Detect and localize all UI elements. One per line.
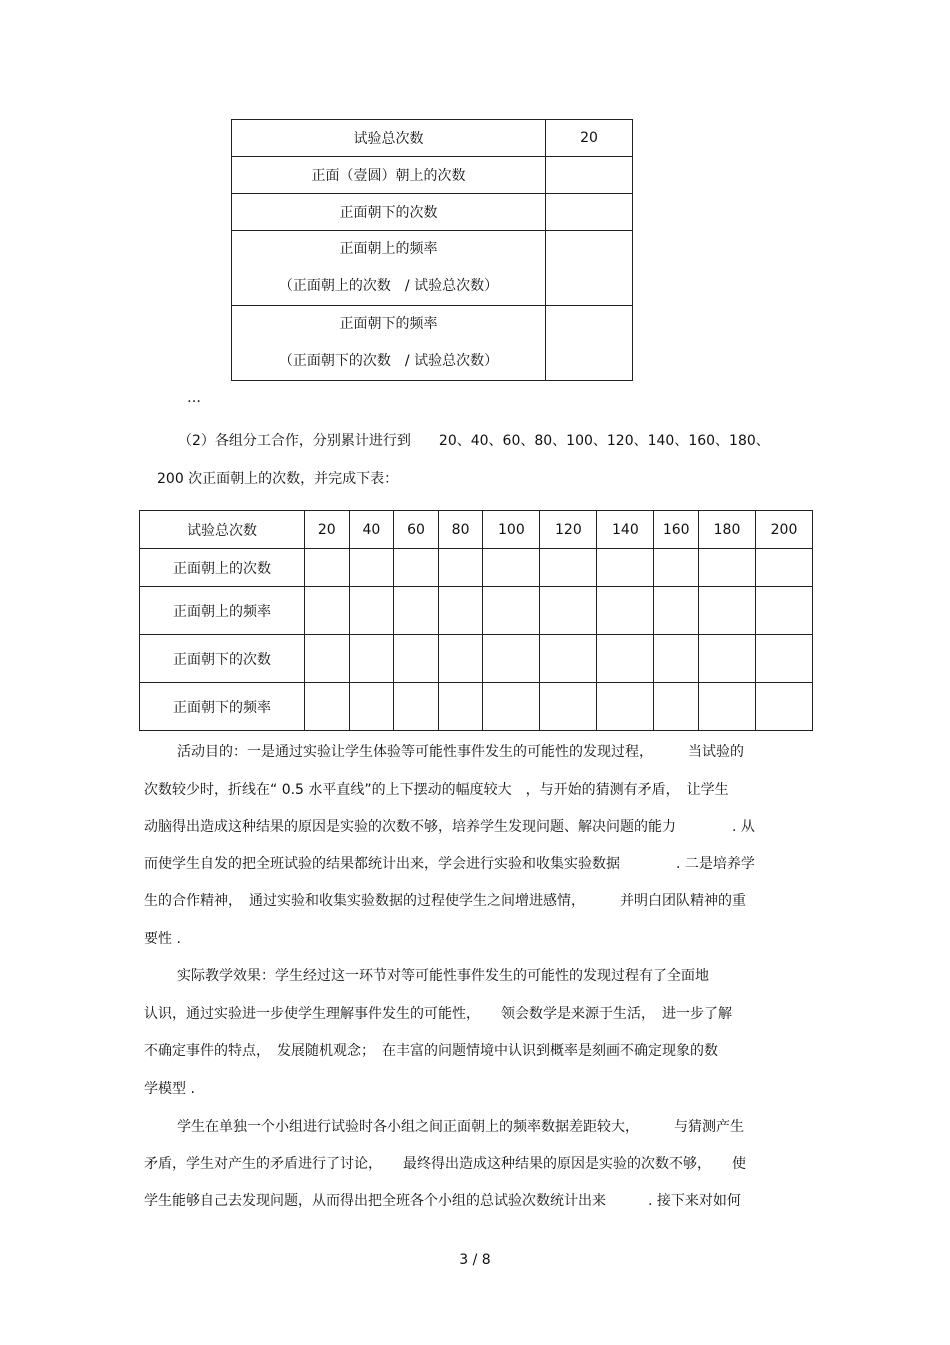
t2-count-20: 20 <box>305 511 350 549</box>
t2-row-heads-down-count <box>140 635 813 683</box>
t1-value-total: 20 <box>546 120 633 157</box>
p2-line-3: 不确定事件的特点， 发展随机观念； 在丰富的问题情境中认识到概率是刻画不确定现象的数 <box>144 1043 718 1059</box>
t1-freq-up-line1: 正面朝上的频率 <box>339 241 438 257</box>
t1-label-heads-down: 正面朝下的次数 <box>232 194 546 231</box>
t2-row-label: 正面朝下的次数 <box>140 635 305 683</box>
t2-row-label: 正面朝上的次数 <box>140 549 305 587</box>
t1-label-total: 试验总次数 <box>232 120 546 157</box>
ellipsis: … <box>187 390 201 406</box>
p2-line-1: 实际教学效果：学生经过这一环节对等可能性事件发生的可能性的发现过程有了全面地 <box>177 968 709 984</box>
t2-row-heads-down-freq <box>140 683 813 731</box>
t1-value-freq-down <box>546 306 633 381</box>
t2-count-60: 60 <box>394 511 439 549</box>
page-number: 3 / 8 <box>459 1252 491 1268</box>
t2-row-heads-up-count <box>140 549 813 587</box>
experiment-table-1 <box>231 119 633 381</box>
p1-line-2: 次数较少时，折线在“ 0.5 水平直线”的上下摆动的幅度较大 ，与开始的猜测有矛盾， 让学生 <box>144 782 729 798</box>
t2-count-180: 180 <box>699 511 756 549</box>
p1-line-6: 要性 . <box>144 931 181 947</box>
t2-header-label: 试验总次数 <box>140 511 305 549</box>
t1-freq-down-line2: （正面朝下的次数 / 试验总次数） <box>278 353 499 369</box>
t2-row-label: 正面朝下的频率 <box>140 683 305 731</box>
p2-line-4: 学模型 . <box>144 1081 195 1097</box>
t1-freq-up-line2: （正面朝上的次数 / 试验总次数） <box>278 278 499 294</box>
p3-line-3: 学生能够自己去发现问题，从而得出把全班各个小组的总试验次数统计出来 . 接下来对如何 <box>144 1193 741 1209</box>
t2-count-40: 40 <box>349 511 394 549</box>
t1-value-heads-down <box>546 194 633 231</box>
p1-line-5: 生的合作精神， 通过实验和收集实验数据的过程使学生之间增进感情， 并明白团队精神的重 <box>144 893 746 909</box>
p1-line-1: 活动目的：一是通过实验让学生体验等可能性事件发生的可能性的发现过程， 当试验的 <box>177 744 744 760</box>
t2-count-200: 200 <box>756 511 813 549</box>
p3-line-2: 矛盾，学生对产生的矛盾进行了讨论， 最终得出造成这种结果的原因是实验的次数不够， 使 <box>144 1156 746 1172</box>
t1-label-heads-up: 正面（壹圆）朝上的次数 <box>232 157 546 194</box>
t2-count-80: 80 <box>438 511 483 549</box>
t2-row-label: 正面朝上的频率 <box>140 587 305 635</box>
t2-count-120: 120 <box>540 511 597 549</box>
t2-count-140: 140 <box>597 511 654 549</box>
t1-value-heads-up <box>546 157 633 194</box>
p3-line-1: 学生在单独一个小组进行试验时各小组之间正面朝上的频率数据差距较大， 与猜测产生 <box>177 1119 744 1135</box>
instruction-line-1: （2）各组分工合作，分别累计进行到 20、40、60、80、100、120、140、160、180、 <box>178 433 770 449</box>
t2-row-heads-up-freq <box>140 587 813 635</box>
p2-line-2: 认识，通过实验进一步使学生理解事件发生的可能性， 领会数学是来源于生活， 进一步了解 <box>144 1006 732 1022</box>
t1-label-freq-down <box>232 306 546 381</box>
t1-value-freq-up <box>546 231 633 306</box>
t1-freq-down-line1: 正面朝下的频率 <box>339 316 438 332</box>
p1-line-4: 而使学生自发的把全班试验的结果都统计出来，学会进行实验和收集实验数据 . 二是培养学 <box>144 856 755 872</box>
t2-count-100: 100 <box>483 511 540 549</box>
p1-line-3: 动脑得出造成这种结果的原因是实验的次数不够，培养学生发现问题、解决问题的能力 . 从 <box>144 819 755 835</box>
instruction-line-2: 200 次正面朝上的次数，并完成下表： <box>157 471 399 487</box>
t2-header-row <box>140 511 813 549</box>
t1-label-freq-up <box>232 231 546 306</box>
experiment-table-2 <box>139 510 813 731</box>
t2-count-160: 160 <box>654 511 699 549</box>
